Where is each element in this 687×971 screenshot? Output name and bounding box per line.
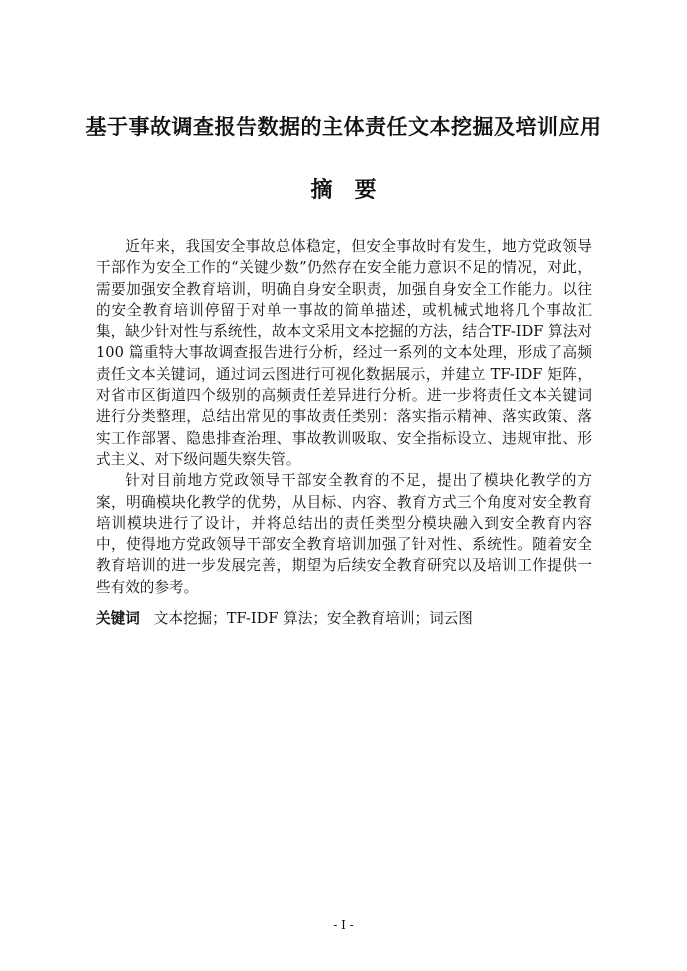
keywords-label: 关键词 [96, 610, 140, 627]
abstract-heading: 摘要 [310, 178, 399, 203]
abstract-paragraph-2: 针对目前地方党政领导干部安全教育的不足，提出了模块化教学的方案，明确模块化教学的优势，从目标、内容、教育方式三个角度对安全教育培训模块进行了设计，并将总结出的责任类型分模块融入到安全教育内容中，使得地方党政领导干部安全教育培训加强了针对性、系统性。随着安全教育培训的进一步发展完善，期望为后续安全教育研究以及培训工作提供一些有效的参考。 [96, 472, 592, 596]
page-number: - I - [333, 918, 354, 932]
abstract-paragraph-1: 近年来，我国安全事故总体稳定，但安全事故时有发生，地方党政领导干部作为安全工作的“关键少数”仍然存在安全能力意识不足的情况，对此，需要加强安全教育培训，明确自身安全职责，加强自身安全工作能力。以往的安全教育培训停留于对单一事故的简单描述，或机械式地将几个事故汇集，缺少针对性与系统性，故本文采用文本挖掘的方法，结合TF-IDF 算法对 100 篇重特大事故调查报告进行分析，经过一系列的文本处理，形成了高频责任文本关键词，通过词云图进行可视化数据展示，并建立 TF-IDF 矩阵，对省市区街道四个级别的高频责任差异进行分析。进一步将责任文本关键词进行分类整理，总结出常见的事故责任类别：落实指示精神、落实政策、落实工作部署、隐患排查治理、事故教训吸取、安全指标设立、违规审批、形式主义、对下级问题失察失管。 [96, 238, 592, 468]
keywords-text: 文本挖掘；TF-IDF 算法；安全教育培训；词云图 [153, 610, 473, 627]
keywords-line [96, 608, 592, 629]
abstract-body [96, 236, 592, 598]
document-title: 基于事故调查报告数据的主体责任文本挖掘及培训应用 [85, 115, 602, 139]
